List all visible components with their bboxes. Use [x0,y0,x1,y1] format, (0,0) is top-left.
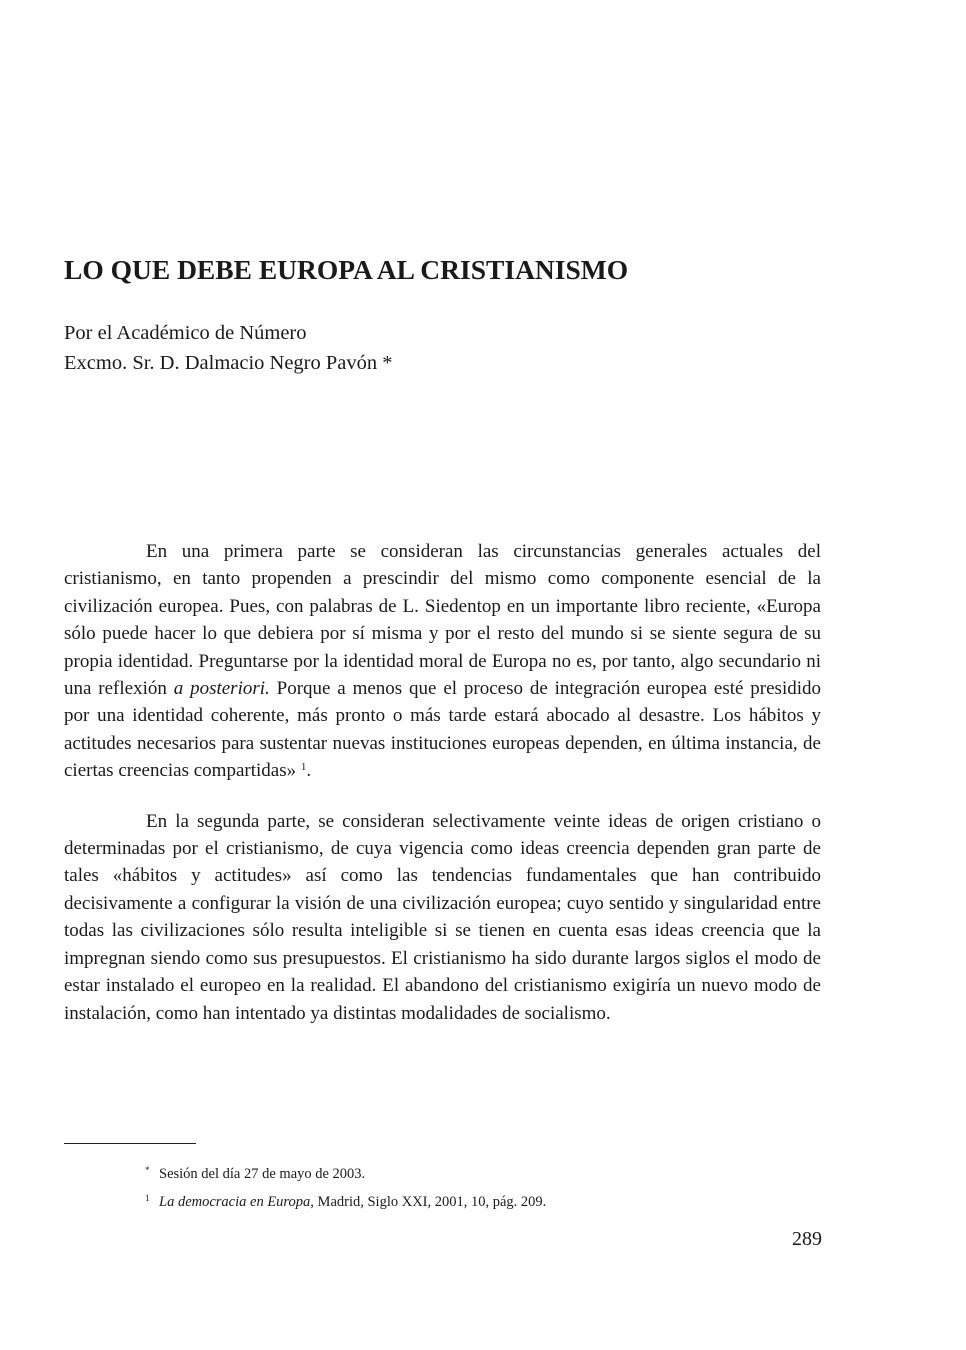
paragraph-1 [64,538,821,785]
paragraph-1-text-a: En una primera parte se consideran las circunstancias generales actuales del cristianismo, en tanto propenden a prescindir del mismo como componente esencial de la civilización europea. Pues, con palabras de L. Siedentop en un importante libro reciente, «Europa sólo puede hacer lo que debiera por sí misma y por el resto del mundo si se siente segura de su propia identidad. Preguntarse por la identidad moral de Europa no es, por tanto, algo secundario ni una reflexión [64,541,821,700]
footnote-session [145,1158,546,1186]
author-line-2: Excmo. Sr. D. Dalmacio Negro Pavón * [64,352,393,374]
author-block [64,318,393,378]
author-line-1: Por el Académico de Número [64,322,307,344]
paragraph-1-text-b: Porque a menos que el proceso de integración europea esté presidido por una identidad coherente, más pronto o más tarde estará abocado al desastre. Los hábitos y actitudes necesarios para sustentar nuevas instituciones europeas dependen, en última instancia, de ciertas creencias compartidas» [64,678,822,782]
footnote-mark-1: 1 [145,1193,150,1203]
body-text [64,538,821,1027]
page-number: 289 [792,1228,822,1250]
paragraph-2: En la segunda parte, se consideran selectivamente veinte ideas de origen cristiano o determinadas por el cristianismo, de cuya vigencia como ideas creencia dependen gran parte de tales «hábitos y actitudes» así como las tendencias fundamentales que han contribuido decisivamente a configurar la visión de una civilización europea; cuyo sentido y singularidad entre todas las civilizaciones sólo resulta inteligible si se tienen en cuenta esas ideas creencia que la impregnan siendo como sus presupuestos. El cristianismo ha sido durante largos siglos el modo de estar instalado el europeo en la realidad. El abandono del cristianismo exigiría un nuevo modo de instalación, como han intentado ya distintas modalidades de socialismo. [64,810,821,1024]
footnote-1-book-title: La democracia en Europa, [159,1194,314,1210]
footnote-mark-star: * [145,1165,150,1175]
footnote-1 [145,1186,546,1214]
footnote-1-text: Madrid, Siglo XXI, 2001, 10, pág. 209. [313,1194,547,1210]
paragraph-1-italic: a posteriori. [173,678,270,700]
paragraph-1-end: . [306,760,312,782]
footnote-session-text: Sesión del día 27 de mayo de 2003. [159,1166,366,1182]
footnote-divider [64,1143,196,1144]
page-title: LO QUE DEBE EUROPA AL CRISTIANISMO [64,254,629,285]
footnotes [145,1158,546,1214]
footnote-ref-1[interactable]: 1 [300,761,307,774]
